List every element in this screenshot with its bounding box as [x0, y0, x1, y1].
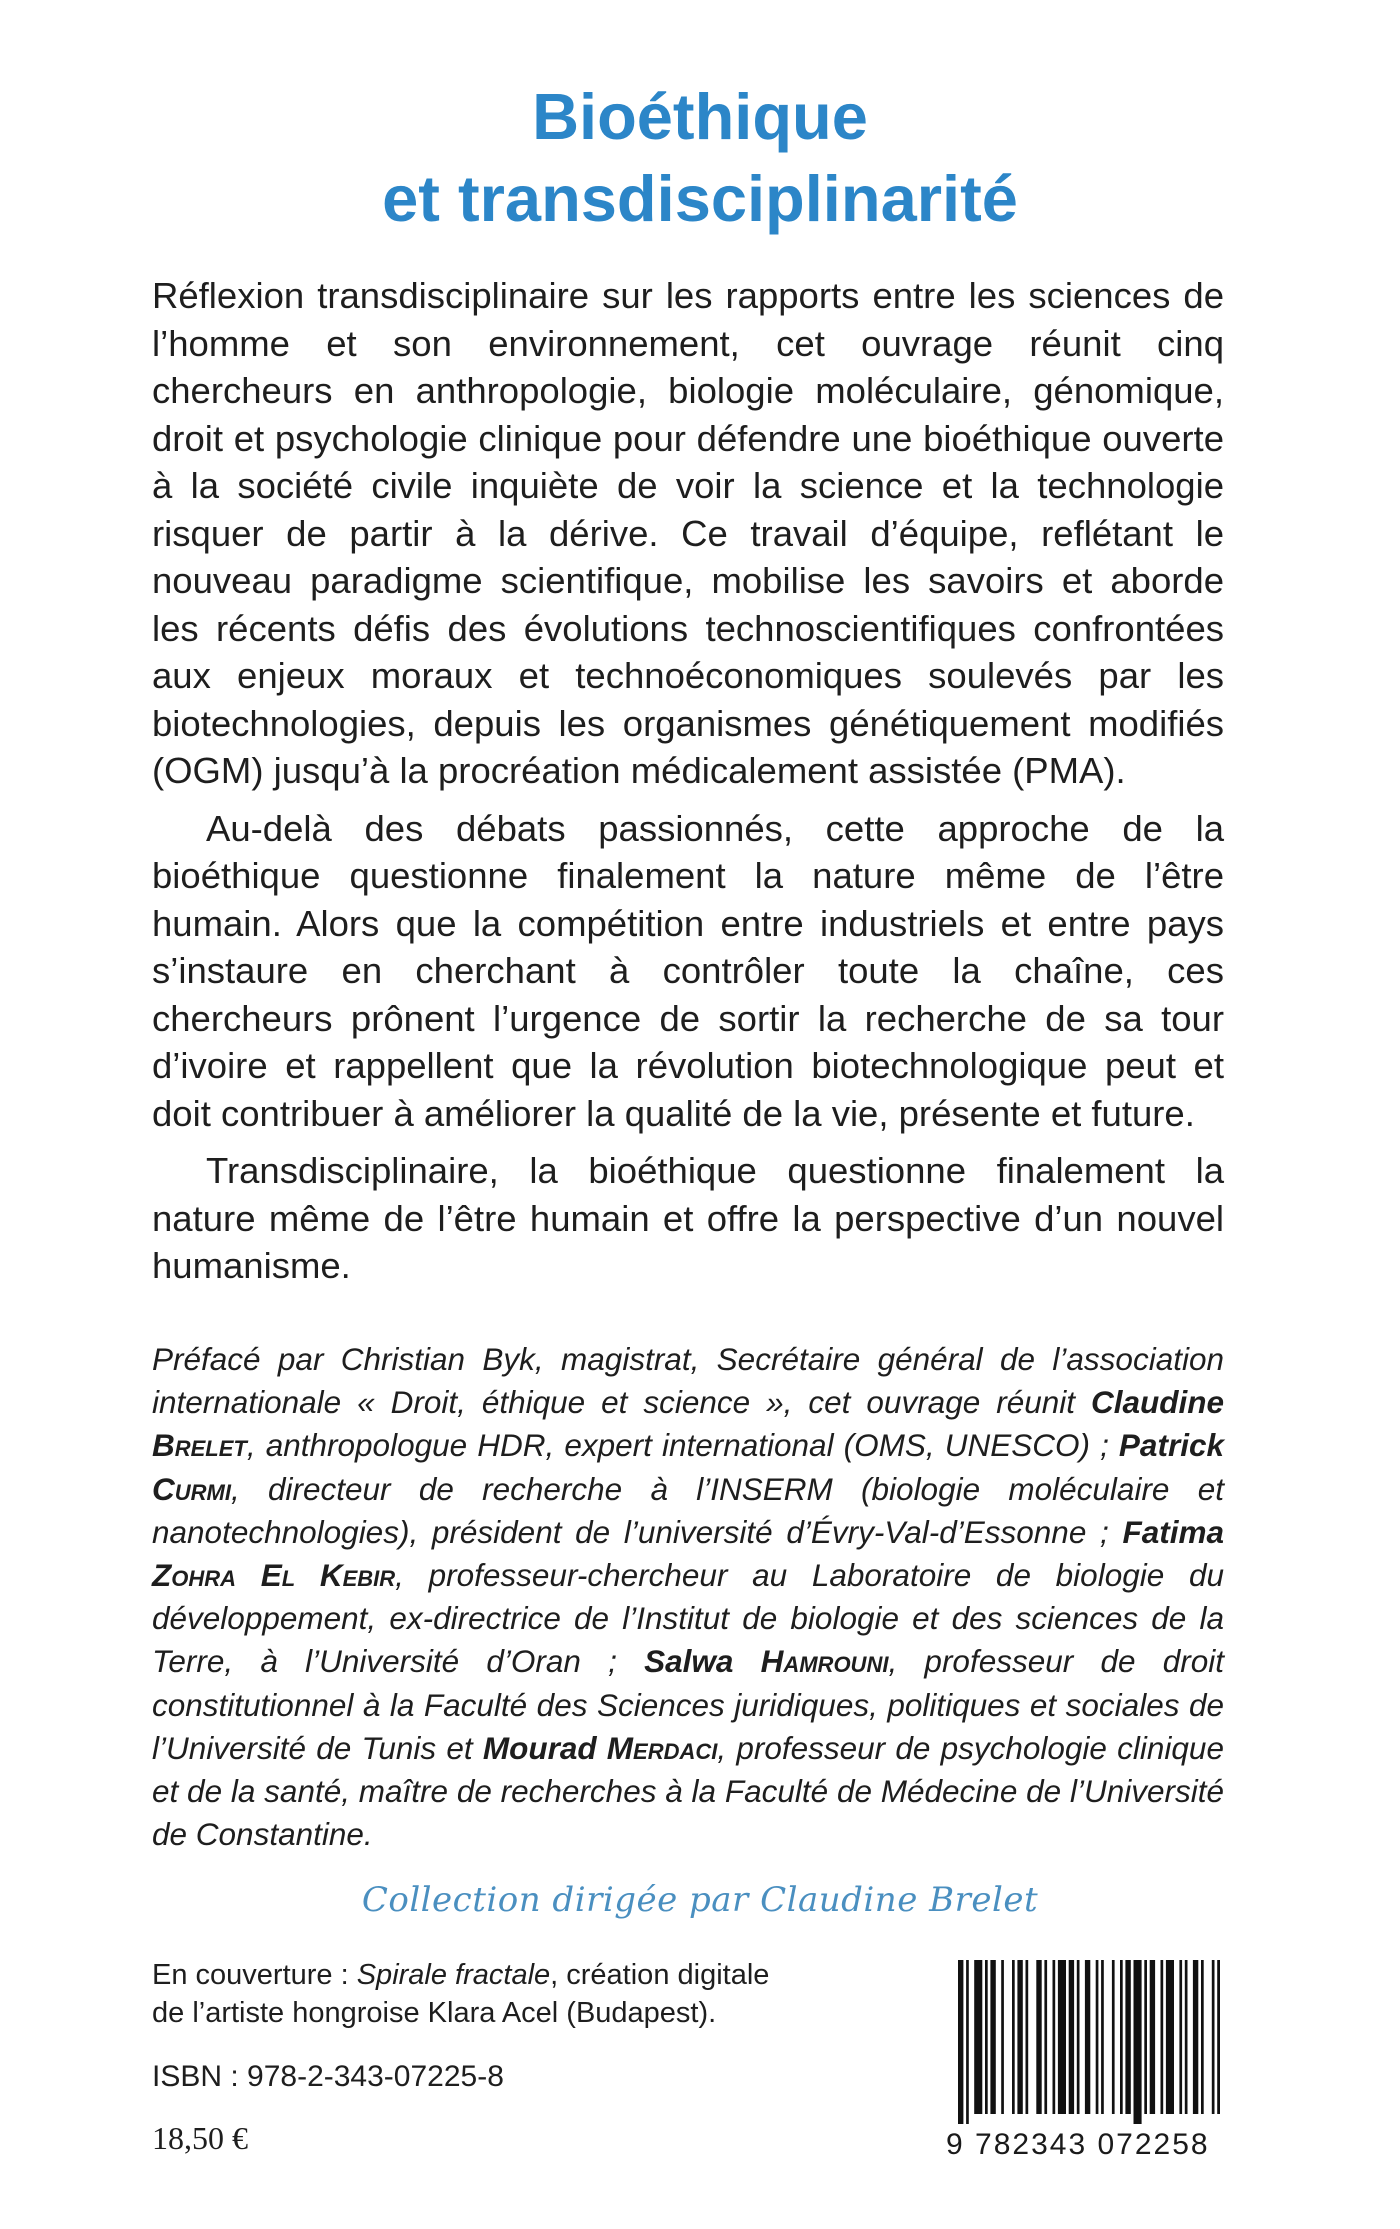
- barcode-bar: [1150, 1960, 1155, 2114]
- barcode-bar: [1161, 1960, 1164, 2114]
- title-line-1: Bioéthique: [532, 80, 868, 153]
- cover-credits: En couverture : Spirale fractale, création digitale de l’artiste hongroise Klara Acel (Budapest).: [152, 1959, 770, 2029]
- cover-artwork-title: Spirale fractale: [356, 1959, 551, 1991]
- barcode-bar: [990, 1960, 995, 2114]
- barcode-bar: [1077, 1960, 1080, 2114]
- barcode-digits: 9 782343 072258: [946, 2128, 1210, 2161]
- barcode-bar: [1026, 1960, 1029, 2114]
- barcode-bar: [1096, 1960, 1099, 2114]
- barcode-bar: [1185, 1960, 1188, 2114]
- barcode-bar: [1201, 1960, 1204, 2114]
- bio-text-4: , professeur-chercheur au Laboratoire de biologie du développement, ex-directrice de l’Institut de biologie et des sciences de la Terre, à l’Université d’Oran ;: [152, 1557, 1224, 1680]
- book-title: [0, 76, 1400, 240]
- barcode-bar: [1044, 1960, 1047, 2114]
- barcode-bar: [966, 1960, 969, 2124]
- barcode-bar: [1036, 1960, 1041, 2114]
- barcode-bar: [1120, 1960, 1123, 2114]
- barcode-bar: [1193, 1960, 1198, 2114]
- barcode-bar: [1144, 1960, 1147, 2114]
- barcode-bar: [1012, 1960, 1015, 2114]
- author-name-1: Claudine Brelet: [152, 1384, 1224, 1464]
- barcode-bar: [1179, 1960, 1182, 2114]
- summary-text: [152, 272, 1224, 1300]
- bio-text-6: , professeur de psychologie clinique et de la santé, maître de recherches à la Faculté de Médecine de l’Université de Constantine.: [152, 1729, 1224, 1853]
- author-name-5: Mourad Merdaci: [482, 1729, 718, 1766]
- barcode-bar: [1058, 1960, 1066, 2114]
- barcode-bar: [985, 1960, 988, 2114]
- bio-text-5: , professeur de droit constitutionnel à la Faculté des Sciences juridiques, politiques et sociales de l’Université de Tunis et: [152, 1643, 1224, 1766]
- author-name-3: Fatima Zohra El Kebir: [152, 1513, 1224, 1594]
- barcode-bar: [1166, 1960, 1174, 2114]
- bio-text-3: , directeur de recherche à l’INSERM (biologie moléculaire et nanotechnologies), président de l’université d’Évry-Val-d’Essonne ;: [152, 1470, 1224, 1550]
- summary-paragraph-1: Réflexion transdisciplinaire sur les rapports entre les sciences de l’homme et son environnement, cet ouvrage réunit cinq chercheurs en anthropologie, biologie moléculaire, génomique, droit et psychologie clinique pour défendre une bioéthique ouverte à la société civile inquiète de voir la science et la technologie risquer de partir à la dérive. Ce travail d’équipe, reflétant le nouveau paradigme scientifique, mobilise les savoirs et aborde les récents défis des évolutions technoscientifiques confrontées aux enjeux moraux et technoéconomiques soulevés par les biotechnologies, depuis les organismes génétiquement modifiés (OGM) jusqu’à la procréation médicalement assistée (PMA).: [152, 275, 1224, 791]
- barcode: [956, 1960, 1220, 2124]
- isbn-number: ISBN : 978-2-343-07225-8: [152, 2060, 504, 2093]
- authors-presentation: [152, 1338, 1224, 1856]
- summary-paragraph-3: Transdisciplinaire, la bioéthique questionne finalement la nature même de l’être humain et offre la perspective d’un nouvel humanisme.: [152, 1150, 1224, 1286]
- barcode-bar: [958, 1960, 963, 2124]
- author-name-4: Salwa Hamrouni: [644, 1643, 889, 1680]
- barcode-bar: [1017, 1960, 1022, 2114]
- barcode-bar: [1069, 1960, 1074, 2114]
- bio-text-2: , anthropologue HDR, expert international (OMS, UNESCO) ;: [246, 1427, 1119, 1464]
- bio-text-1: Préfacé par Christian Byk, magistrat, Secrétaire général de l’association internationale « Droit, éthique et science », cet ouvrage réunit: [152, 1341, 1224, 1421]
- barcode-bar: [1085, 1960, 1090, 2114]
- barcode-bar: [1001, 1960, 1004, 2114]
- barcode-bar: [1125, 1960, 1130, 2114]
- barcode-bar: [1053, 1960, 1056, 2114]
- barcode-bar: [1101, 1960, 1104, 2114]
- author-name-2: Patrick Curmi: [152, 1427, 1224, 1507]
- price: 18,50 €: [152, 2120, 248, 2156]
- collection-line: Collection dirigée par Claudine Brelet: [361, 1880, 1039, 1920]
- title-line-2: et transdisciplinarité: [382, 162, 1018, 235]
- summary-paragraph-2: Au-delà des débats passionnés, cette approche de la bioéthique questionne finalement la nature même de l’être humain. Alors que la compétition entre industriels et entre pays s’instaure en cherchant à contrôler toute la chaîne, ces chercheurs prônent l’urgence de sortir la recherche de sa tour d’ivoire et rappellent que la révolution biotechnologique peut et doit contribuer à améliorer la qualité de la vie, présente et future.: [152, 807, 1224, 1134]
- barcode-bar: [1134, 1960, 1142, 2124]
- barcode-bar: [1217, 1960, 1220, 2114]
- barcode-bar: [1112, 1960, 1115, 2114]
- barcode-bar: [974, 1960, 982, 2114]
- barcode-bar: [1212, 1960, 1215, 2114]
